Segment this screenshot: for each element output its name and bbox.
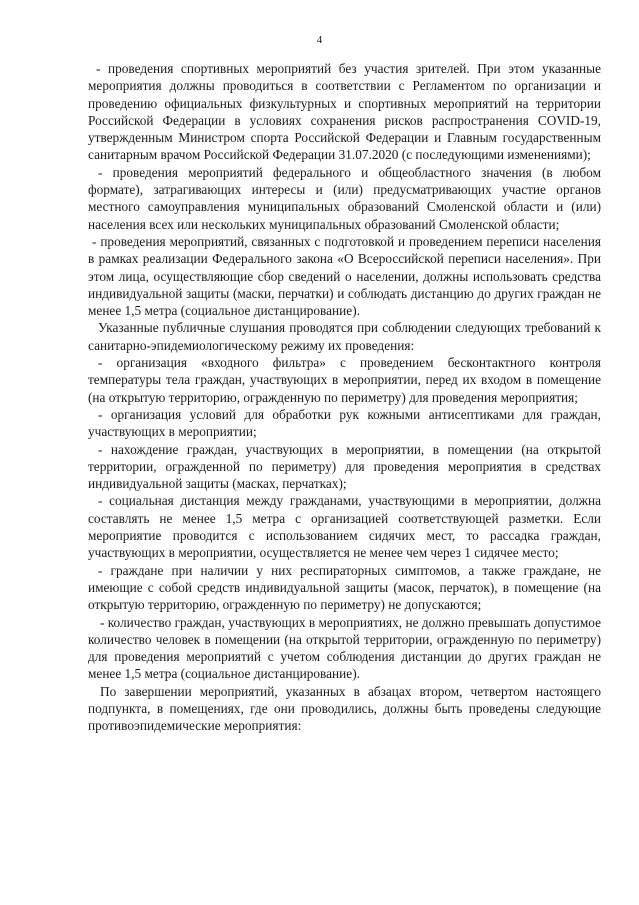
document-body — [88, 60, 601, 735]
paragraph-federal-events: - проведения мероприятий федерального и общеобластного значения (в любом формате), затрагивающих интересы и (или) предусматривающих участие органов местного самоуправления муниципальных образований Смоленской области и (или) населения всех или нескольких муниципальных образований Смоленской области; — [88, 164, 601, 232]
paragraph-post-event-measures: По завершении мероприятий, указанных в абзацах втором, четвертом настоящего подпункта, в помещениях, где они проводились, должны быть проведены следующие противоэпидемические мероприятия: — [88, 683, 601, 734]
paragraph-protective-equipment: - нахождение граждан, участвующих в мероприятии, в помещении (на открытой территории, огражденной по периметру) для проведения мероприятия в средствах индивидуальной защиты (масках, перчатках); — [88, 441, 601, 492]
paragraph-entry-filter: - организация «входного фильтра» с проведением бесконтактного контроля температуры тела граждан, участвующих в мероприятии, перед их входом в помещение (на открытую территорию, огражденную по периметру) для проведения мероприятия; — [88, 355, 601, 405]
paragraph-capacity-limit: - количество граждан, участвующих в мероприятиях, не должно превышать допустимое количество человек в помещении (на открытой территории, огражденную по периметру) для проведения мероприятий с учетом соблюдения дистанции до других граждан не менее 1,5 метра (социальное дистанцирование). — [88, 614, 601, 682]
paragraph-sports-events: - проведения спортивных мероприятий без участия зрителей. При этом указанные мероприятия должны проводиться в соответствии с Регламентом по организации и проведению официальных физкультурных и спортивных мероприятий на территории Российской Федерации в условиях сохранения рисков распространения COVID-19, утвержденным Министром спорта Российской Федерации и Главным государственным санитарным врачом Российской Федерации 31.07.2020 (с последующими изменениями); — [88, 61, 601, 163]
paragraph-symptoms-admission: - граждане при наличии у них респираторных симптомов, а также граждане, не имеющие с собой средств индивидуальной защиты (масок, перчаток), в помещение (на открытую территорию, огражденную по периметру) не допускаются; — [88, 562, 601, 613]
paragraph-hearings-requirements: Указанные публичные слушания проводятся при соблюдении следующих требований к санитарно-эпидемиологическому режиму их проведения: — [88, 320, 601, 353]
paragraph-census-events: - проведения мероприятий, связанных с подготовкой и проведением переписи населения в рамках реализации Федерального закона «О Всероссийской переписи населения». При этом лица, осуществляющие сбор сведений о населении, должны использовать средства индивидуальной защиты (маски, перчатки) и соблюдать дистанцию до других граждан не менее 1,5 метра (социальное дистанцирование). — [88, 233, 601, 319]
paragraph-social-distance: - социальная дистанция между гражданами, участвующими в мероприятии, должна составлять не менее 1,5 метра с организацией соответствующей разметки. Если мероприятие проводится с использованием сидячих мест, то рассадка граждан, участвующих в мероприятии, осуществляется не менее чем через 1 сидячее место; — [88, 493, 601, 561]
paragraph-hand-sanitizer: - организация условий для обработки рук кожными антисептиками для граждан, участвующих в мероприятии; — [88, 406, 601, 440]
page-number: 4 — [316, 34, 323, 46]
